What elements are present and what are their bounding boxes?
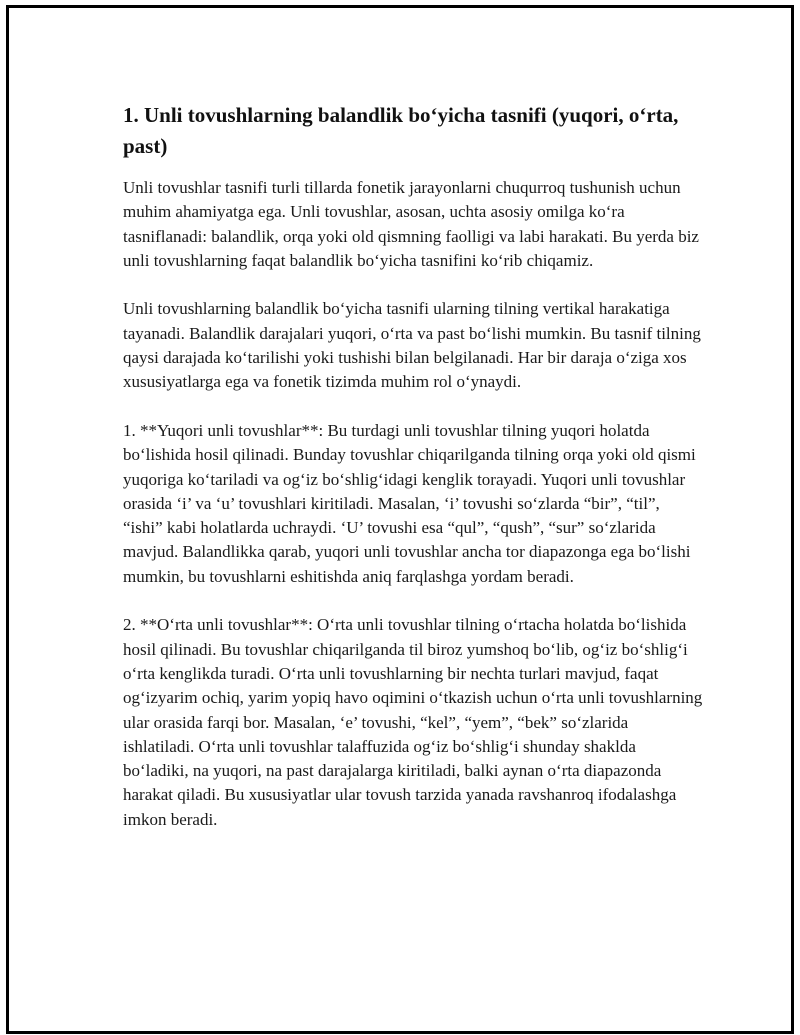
document-body bbox=[123, 100, 703, 856]
section-heading: 1. Unli tovushlarning balandlik bo‘yicha tasnifi (yuqori, o‘rta, past) bbox=[123, 103, 679, 158]
paragraph-high-vowels: 1. **Yuqori unli tovushlar**: Bu turdagi unli tovushlar tilning yuqori holatda bo‘lishida hosil qilinadi. Bunday tovushlar chiqarilganda tilning orqa yoki old qismi yuqoriga ko‘tariladi va og‘iz bo‘shlig‘idagi kenglik torayadi. Yuqori unli tovushlar orasida ‘i’ va ‘u’ tovushlari kiritiladi. Masalan, ‘i’ tovushi so‘zlarda “bir”, “til”, “ishi” kabi holatlarda uchraydi. ‘U’ tovushi esa “qul”, “qush”, “sur” so‘zlarida mavjud. Balandlikka qarab, yuqori unli tovushlar ancha tor diapazonga ega bo‘lishi mumkin, bu tovushlarni eshitishda aniq farqlashga yordam beradi. bbox=[123, 420, 696, 586]
page-frame bbox=[6, 5, 794, 1034]
paragraph-intro: Unli tovushlar tasnifi turli tillarda fonetik jarayonlarni chuqurroq tushunish uchun muhim ahamiyatga ega. Unli tovushlar, asosan, uchta asosiy omilga ko‘ra tasniflanadi: balandlik, orqa yoki old qismning faolligi va labi harakati. Bu yerda biz unli tovushlarning faqat balandlik bo‘yicha tasnifini ko‘rib chiqamiz. bbox=[123, 178, 699, 270]
paragraph-height-classification: Unli tovushlarning balandlik bo‘yicha tasnifi ularning tilning vertikal harakatiga tayanadi. Balandlik darajalari yuqori, o‘rta va past bo‘lishi mumkin. Bu tasnif tilning qaysi darajada ko‘tarilishi yoki tushishi bilan belgilanadi. Har bir daraja o‘ziga xos xususiyatlarga ega va fonetik tizimda muhim rol o‘ynaydi. bbox=[123, 299, 701, 392]
paragraph-mid-vowels: 2. **O‘rta unli tovushlar**: O‘rta unli tovushlar tilning o‘rtacha holatda bo‘lishida hosil qilinadi. Bu tovushlar chiqarilganda til biroz yumshoq bo‘lib, og‘iz bo‘shlig‘i o‘rta kenglikda turadi. O‘rta unli tovushlarning bir nechta turlari mavjud, faqat og‘izyarim ochiq, yarim yopiq havo oqimini o‘tkazish uchun o‘rta unli tovushlarning ular orasida farqi bor. Masalan, ‘e’ tovushi, “kel”, “yem”, “bek” so‘zlarida ishlatiladi. O‘rta unli tovushlar talaffuzida og‘iz bo‘shlig‘i shunday shaklda bo‘ladiki, na yuqori, na past darajalarga kiritiladi, balki aynan o‘rta diapazonda harakat qiladi. Bu xususiyatlar ular tovush tarzida yanada ravshanroq ifodalashga imkon beradi. bbox=[123, 615, 703, 829]
